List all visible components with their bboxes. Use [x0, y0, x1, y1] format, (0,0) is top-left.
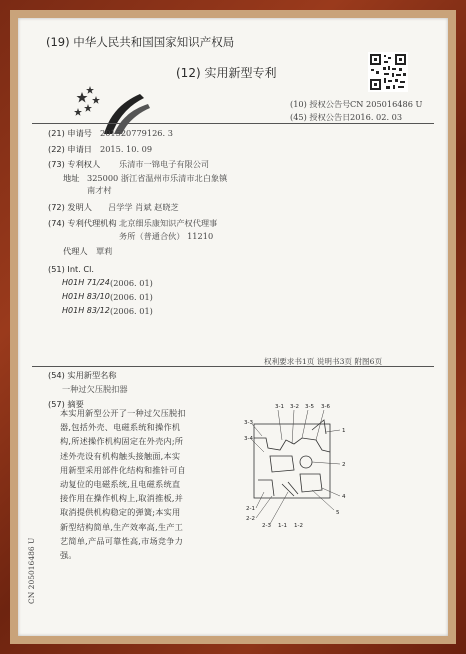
- class-code: H01H 83/10: [62, 292, 110, 301]
- class-code: H01H 71/24: [62, 278, 110, 287]
- breaker-drawing: [242, 400, 362, 528]
- side-publication-code: CN 205016486 U: [27, 537, 36, 604]
- drawing-label: 1-1: [278, 523, 287, 528]
- drawing-label: 3-6: [321, 404, 330, 410]
- inventors: 吕学学 肖斌 赵晓芝: [108, 202, 179, 212]
- address-line2: 南才村: [87, 185, 112, 195]
- grant-date: 2016. 02. 03: [350, 112, 403, 122]
- office-title: (19) 中华人民共和国国家知识产权局: [46, 35, 235, 49]
- qr-code-icon: [368, 52, 408, 92]
- agent: 覃莉: [96, 246, 113, 256]
- drawing-label: 3-2: [290, 404, 299, 410]
- class-year: (2006. 01): [110, 278, 153, 288]
- drawing-label: 1-2: [294, 523, 303, 528]
- filing-date-label: (22) 申请日: [48, 144, 92, 154]
- utility-model-title: 一种过欠压脱扣器: [62, 384, 128, 394]
- grant-no-label: (10) 授权公告号: [290, 99, 351, 109]
- class-year: (2006. 01): [110, 306, 153, 316]
- drawing-label: 3-5: [305, 404, 314, 410]
- drawing-label: 2-2: [246, 516, 255, 522]
- doc-type-title: (12) 实用新型专利: [176, 66, 277, 80]
- inventors-label: (72) 发明人: [48, 202, 92, 212]
- agency-line2: 务所（普通合伙） 11210: [119, 231, 214, 241]
- biblio-divider: [32, 366, 434, 367]
- drawing-label: 5: [336, 510, 340, 516]
- filing-date: 2015. 10. 09: [100, 144, 153, 154]
- agent-label: 代理人: [63, 246, 88, 256]
- class-code: H01H 83/12: [62, 306, 110, 315]
- drawing-label: 4: [342, 494, 346, 500]
- agency-label: (74) 专利代理机构: [48, 218, 117, 228]
- drawing-label: 2-1: [246, 506, 255, 512]
- grant-no: CN 205016486 U: [350, 99, 423, 109]
- drawing-label: 2: [342, 462, 346, 468]
- header-divider: [32, 123, 434, 124]
- drawing-label: 2-3: [262, 523, 271, 528]
- app-no-label: (21) 申请号: [48, 128, 92, 138]
- address-line1: 325000 浙江省温州市乐清市北白象镇: [87, 173, 228, 183]
- intcl-label: (51) Int. Cl.: [48, 264, 95, 274]
- pages-summary: 权利要求书1页 说明书3页 附图6页: [264, 357, 383, 366]
- drawing-label: 3-3: [244, 420, 253, 426]
- patentee-label: (73) 专利权人: [48, 159, 101, 169]
- abstract-text: 本实用新型公开了一种过欠压脱扣器,包括外壳、电磁系统和操作机构,所述操作机构固定在外壳内;所述外壳设有机构触头接触面,本实用新型采用部件化结构和推针可自动复位的电磁系统,且电磁系统直接作用在操作机构上,取消推板,并取消提供机构稳定的弹簧;本实用新型结构简单,生产效率高,生产工艺简单,产品可靠性高,市场竞争力强。: [60, 408, 186, 561]
- title-label: (54) 实用新型名称: [48, 370, 117, 380]
- drawing-label: 3-1: [275, 404, 284, 410]
- patentee: 乐清市一锦电子有限公司: [119, 159, 210, 169]
- grant-date-label: (45) 授权公告日: [290, 112, 351, 122]
- abstract-label: (57) 摘要: [48, 399, 84, 409]
- agency-line1: 北京细乐康知识产权代理事: [119, 218, 218, 228]
- drawing-label: 1: [342, 428, 346, 434]
- drawing-label: 3-4: [244, 436, 253, 442]
- address-label: 地址: [63, 173, 80, 183]
- class-year: (2006. 01): [110, 292, 153, 302]
- app-no: 201520779126. 3: [100, 128, 173, 138]
